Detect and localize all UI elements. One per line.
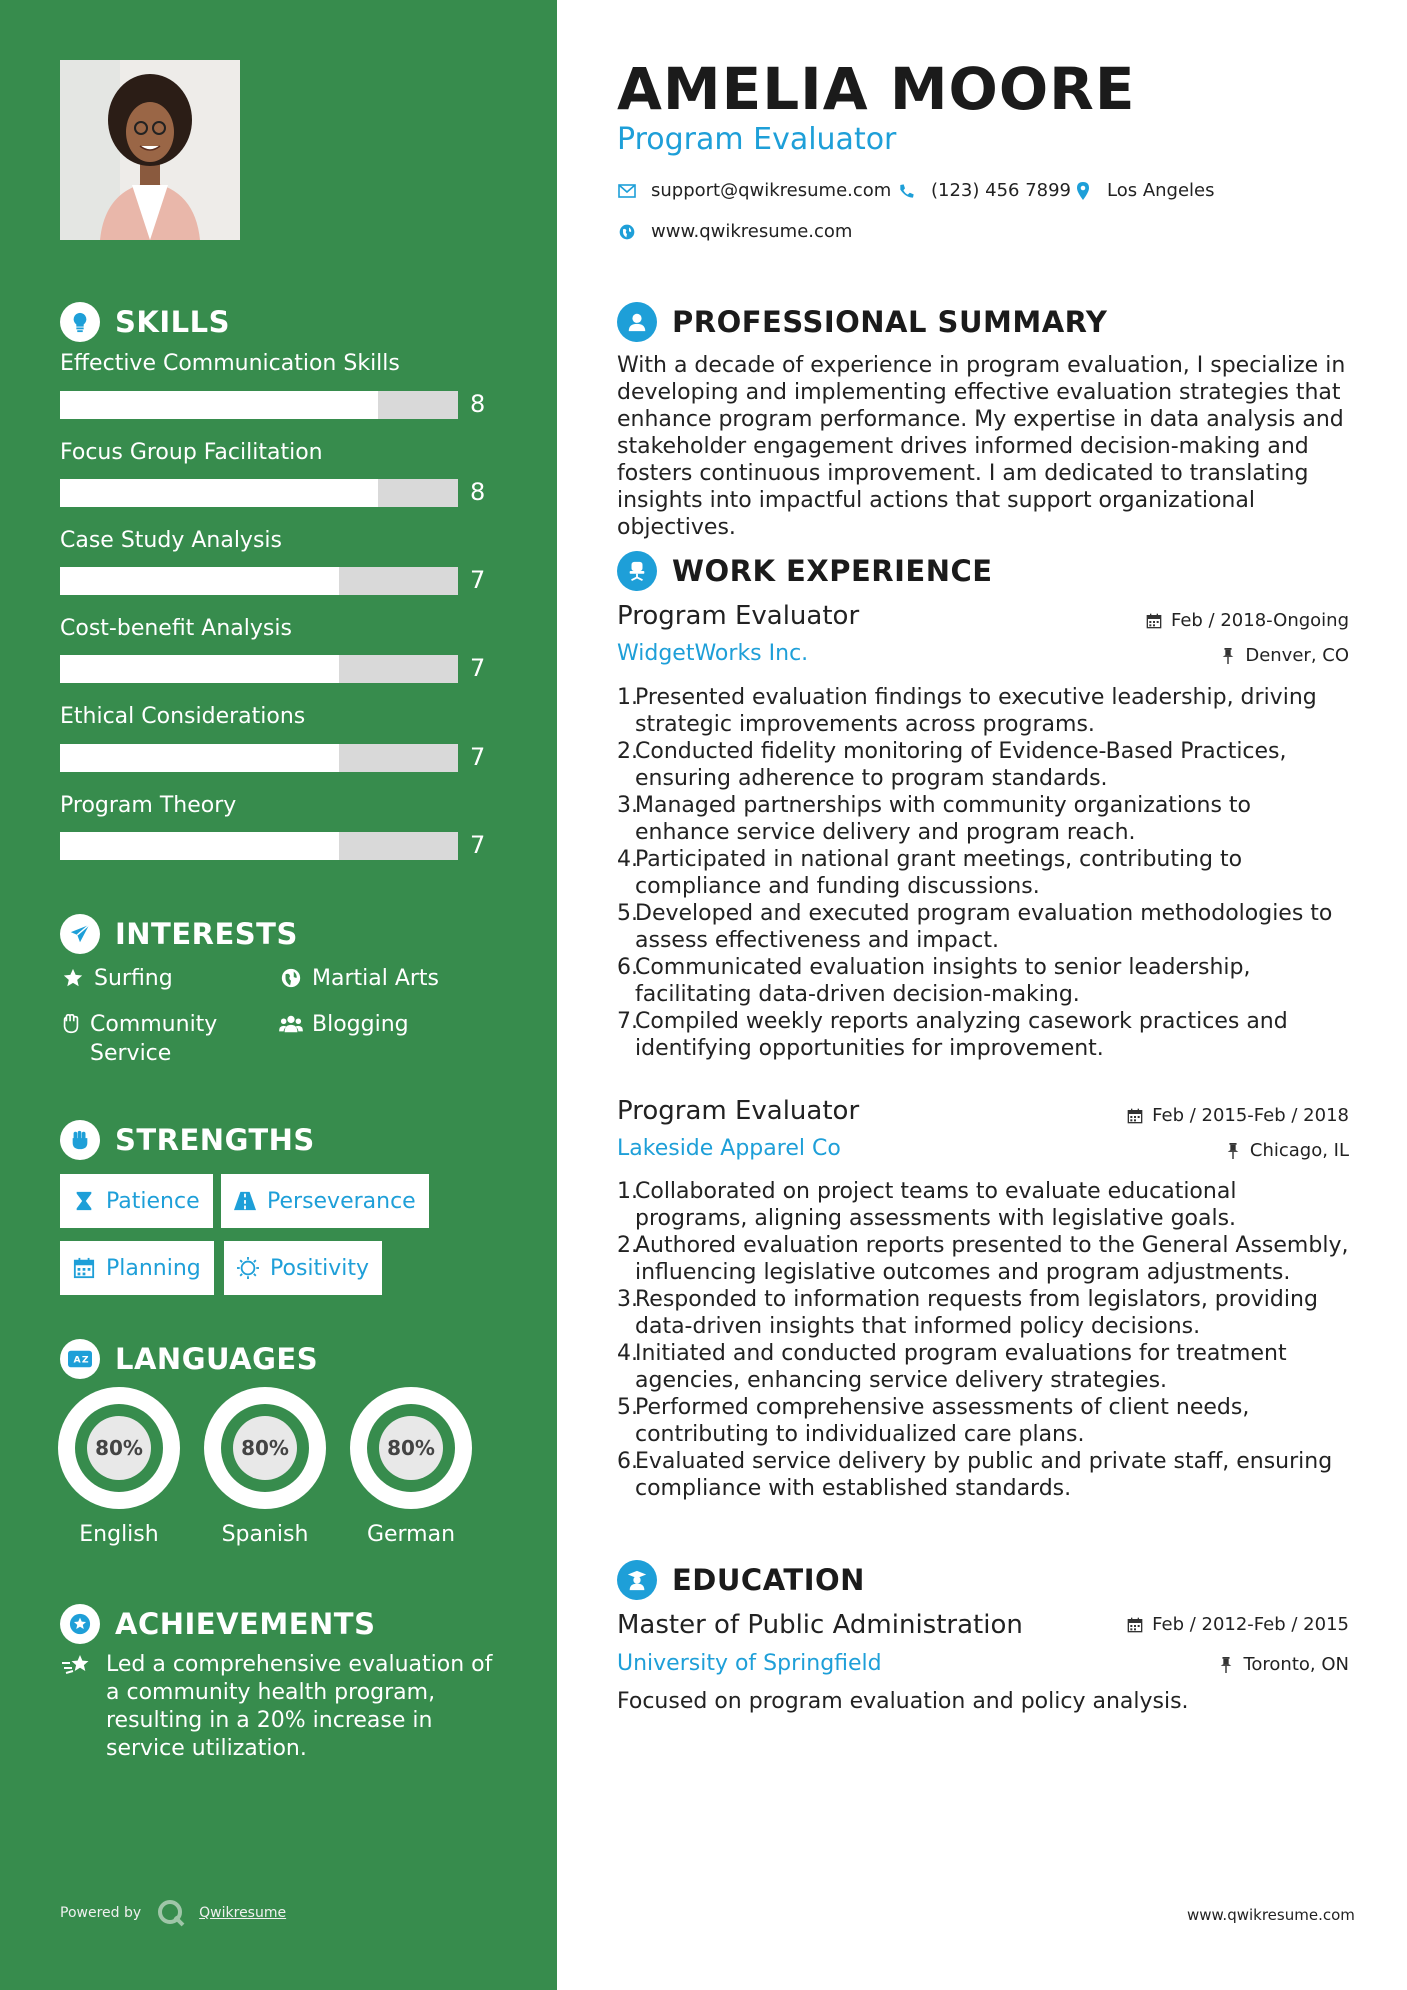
job-title: Program Evaluator <box>617 1096 860 1126</box>
star-icon <box>60 965 86 991</box>
job-title: Program Evaluator <box>617 601 860 631</box>
skill-bar-fill <box>60 567 339 595</box>
experience-heading <box>617 551 993 591</box>
language-item <box>204 1387 326 1547</box>
location-text: Los Angeles <box>1107 180 1215 201</box>
skill-bar-fill <box>60 655 339 683</box>
contact-location <box>1073 180 1215 201</box>
education-location-text: Toronto, ON <box>1243 1654 1349 1675</box>
profile-photo <box>60 60 240 240</box>
skill-name: Program Theory <box>60 793 237 818</box>
job-company: WidgetWorks Inc. <box>617 641 809 666</box>
strengths-title: STRENGTHS <box>115 1123 315 1157</box>
languages-title: LANGUAGES <box>115 1342 319 1376</box>
skill-bar <box>60 391 458 419</box>
education-dates <box>1126 1614 1349 1635</box>
education-dates-text: Feb / 2012-Feb / 2015 <box>1152 1614 1349 1635</box>
language-gauge <box>204 1387 326 1509</box>
interest-item <box>60 964 173 993</box>
list-item: 6. Evaluated service delivery by public and private staff, ensuring compliance with established standards. <box>617 1449 1333 1501</box>
summary-text: With a decade of experience in program evaluation, I specialize in developing and implementing effective evaluation strategies that enhance program performance. My expertise in data analysis and stakeholder engagement drives informed decision-making and fosters continuous improvement. I am dedicated to translating insights into impactful actions that support organizational objectives. <box>617 353 1346 540</box>
strength-label: Positivity <box>270 1255 370 1281</box>
svg-text:Z: Z <box>81 1354 89 1366</box>
skill-bar <box>60 479 458 507</box>
skill-bar-fill <box>60 744 339 772</box>
globe-icon <box>278 965 304 991</box>
phone-text: (123) 456 7899 <box>931 180 1072 201</box>
hand-icon <box>60 1011 82 1037</box>
education-location <box>1217 1654 1349 1675</box>
interest-item <box>60 1010 230 1068</box>
email-text: support@qwikresume.com <box>651 180 892 201</box>
language-percent: 80% <box>233 1416 297 1480</box>
list-item: 4. Participated in national grant meetings, contributing to compliance and funding discussions. <box>617 847 1243 899</box>
language-gauge <box>58 1387 180 1509</box>
list-item: 6. Communicated evaluation insights to senior leadership, facilitating data-driven decision-making. <box>617 955 1251 1007</box>
calendar-icon <box>1145 612 1163 630</box>
users-icon <box>278 1011 304 1037</box>
powered-by-label: Powered by <box>60 1905 142 1921</box>
language-item <box>58 1387 180 1547</box>
skills-heading <box>60 302 230 342</box>
job-location-text: Denver, CO <box>1245 645 1349 666</box>
interests-title: INTERESTS <box>115 917 298 951</box>
education-school: University of Springfield <box>617 1651 882 1676</box>
education-title: EDUCATION <box>672 1563 865 1597</box>
contact-email[interactable] <box>617 180 891 201</box>
pushpin-icon <box>1224 1142 1242 1160</box>
language-percent: 80% <box>379 1416 443 1480</box>
experience-title: WORK EXPERIENCE <box>672 554 993 588</box>
language-name: English <box>79 1522 159 1547</box>
skill-level: 8 <box>470 390 486 418</box>
strength-badge <box>224 1241 382 1295</box>
summary-heading <box>617 302 1107 342</box>
education-description: Focused on program evaluation and policy analysis. <box>617 1689 1189 1714</box>
candidate-name: AMELIA MOORE <box>617 55 1136 123</box>
user-icon <box>617 302 657 342</box>
qwikresume-link[interactable]: Qwikresume <box>199 1905 287 1921</box>
sun-icon <box>237 1257 259 1279</box>
interests-heading <box>60 914 298 954</box>
star-badge-icon <box>60 1604 100 1644</box>
summary-title: PROFESSIONAL SUMMARY <box>672 305 1108 339</box>
interest-item <box>278 964 439 993</box>
achievement-text: Led a comprehensive evaluation of a community health program, resulting in a 20% increase in service utilization. <box>106 1652 493 1761</box>
skill-bar-fill <box>60 479 378 507</box>
svg-text:A: A <box>73 1354 81 1366</box>
skill-level: 7 <box>470 831 486 859</box>
powered-by <box>60 1899 286 1927</box>
language-item <box>350 1387 472 1547</box>
interest-label: Martial Arts <box>312 966 440 991</box>
list-item: 5. Performed comprehensive assessments of client needs, contributing to individualized care plans. <box>617 1395 1250 1447</box>
list-item: 4. Initiated and conducted program evaluations for treatment agencies, enhancing service delivery strategies. <box>617 1341 1287 1393</box>
phone-icon <box>897 181 917 201</box>
skill-bar <box>60 832 458 860</box>
skill-bar-fill <box>60 391 378 419</box>
achievements-title: ACHIEVEMENTS <box>115 1607 376 1641</box>
skill-bar <box>60 744 458 772</box>
qwikresume-logo-icon <box>157 1899 185 1927</box>
languages-heading <box>60 1339 318 1379</box>
contact-website[interactable] <box>617 221 852 242</box>
contact-phone[interactable] <box>897 180 1071 201</box>
chair-icon <box>617 551 657 591</box>
strength-label: Patience <box>106 1188 200 1214</box>
envelope-icon <box>617 181 637 201</box>
hourglass-icon <box>73 1190 95 1212</box>
pushpin-icon <box>1219 647 1237 665</box>
calendar-icon <box>1126 1616 1144 1634</box>
language-gauge <box>350 1387 472 1509</box>
strength-badge <box>60 1241 214 1295</box>
language-percent: 80% <box>87 1416 151 1480</box>
skill-name: Effective Communication Skills <box>60 351 400 376</box>
job-responsibilities <box>617 1178 1349 1502</box>
education-degree: Master of Public Administration <box>617 1610 1023 1640</box>
job-dates <box>1145 610 1349 631</box>
list-item: 3. Managed partnerships with community organizations to enhance service delivery and program reach. <box>617 793 1251 845</box>
skill-name: Cost-benefit Analysis <box>60 616 292 641</box>
list-item: 2. Conducted fidelity monitoring of Evidence-Based Practices, ensuring adherence to program standards. <box>617 739 1287 791</box>
footer-website[interactable]: www.qwikresume.com <box>1187 1906 1355 1924</box>
language-name: Spanish <box>221 1522 309 1547</box>
language-name: German <box>366 1522 456 1547</box>
skill-bar <box>60 655 458 683</box>
skill-bar <box>60 567 458 595</box>
job-location <box>1219 645 1349 666</box>
skill-level: 7 <box>470 743 486 771</box>
list-item: 1. Collaborated on project teams to evaluate educational programs, aligning assessments with legislative goals. <box>617 1179 1237 1231</box>
skill-level: 7 <box>470 654 486 682</box>
calendar-icon <box>73 1257 95 1279</box>
job-location <box>1224 1140 1349 1161</box>
strength-badge <box>60 1174 213 1228</box>
lightbulb-icon <box>60 302 100 342</box>
strength-label: Perseverance <box>267 1188 416 1214</box>
job-location-text: Chicago, IL <box>1249 1140 1349 1161</box>
interest-label: Surfing <box>94 966 173 991</box>
sidebar <box>0 0 557 1990</box>
strengths-heading <box>60 1120 315 1160</box>
achievements-heading <box>60 1604 375 1644</box>
list-item: 7. Compiled weekly reports analyzing casework practices and identifying opportunities for improvement. <box>617 1009 1288 1061</box>
strength-badge <box>221 1174 429 1228</box>
candidate-title: Program Evaluator <box>617 122 897 157</box>
paper-plane-icon <box>60 914 100 954</box>
main-content <box>617 0 1349 1990</box>
skill-level: 8 <box>470 478 486 506</box>
website-text: www.qwikresume.com <box>651 221 853 242</box>
list-item: 3. Responded to information requests from legislators, providing data-driven insights that informed policy decisions. <box>617 1287 1318 1339</box>
skill-bar-fill <box>60 832 339 860</box>
job-responsibilities <box>617 684 1349 1062</box>
skill-level: 7 <box>470 566 486 594</box>
graduate-icon <box>617 1560 657 1600</box>
shooting-star-icon <box>60 1651 92 1679</box>
map-marker-icon <box>1073 181 1093 201</box>
globe-icon <box>617 222 637 242</box>
job-company: Lakeside Apparel Co <box>617 1136 841 1161</box>
pushpin-icon <box>1217 1656 1235 1674</box>
achievement-item <box>60 1651 506 1763</box>
job-dates-text: Feb / 2018-Ongoing <box>1170 610 1349 631</box>
calendar-icon <box>1126 1107 1144 1125</box>
skill-name: Ethical Considerations <box>60 704 306 729</box>
skills-title: SKILLS <box>115 305 230 339</box>
job-dates <box>1126 1105 1349 1126</box>
fist-icon <box>60 1120 100 1160</box>
road-icon <box>234 1190 256 1212</box>
education-heading <box>617 1560 865 1600</box>
strength-label: Planning <box>106 1255 201 1281</box>
translate-icon <box>60 1339 100 1379</box>
job-dates-text: Feb / 2015-Feb / 2018 <box>1152 1105 1349 1126</box>
interest-label: Blogging <box>312 1012 409 1037</box>
list-item: 5. Developed and executed program evaluation methodologies to assess effectiveness and impact. <box>617 901 1333 953</box>
list-item: 1. Presented evaluation findings to executive leadership, driving strategic improvements across programs. <box>617 685 1317 737</box>
skill-name: Focus Group Facilitation <box>60 440 323 465</box>
list-item: 2. Authored evaluation reports presented to the General Assembly, influencing legislative outcomes and program adjustments. <box>617 1233 1349 1285</box>
interest-label: Community Service <box>90 1012 218 1066</box>
skill-name: Case Study Analysis <box>60 528 282 553</box>
interest-item <box>278 1010 409 1039</box>
